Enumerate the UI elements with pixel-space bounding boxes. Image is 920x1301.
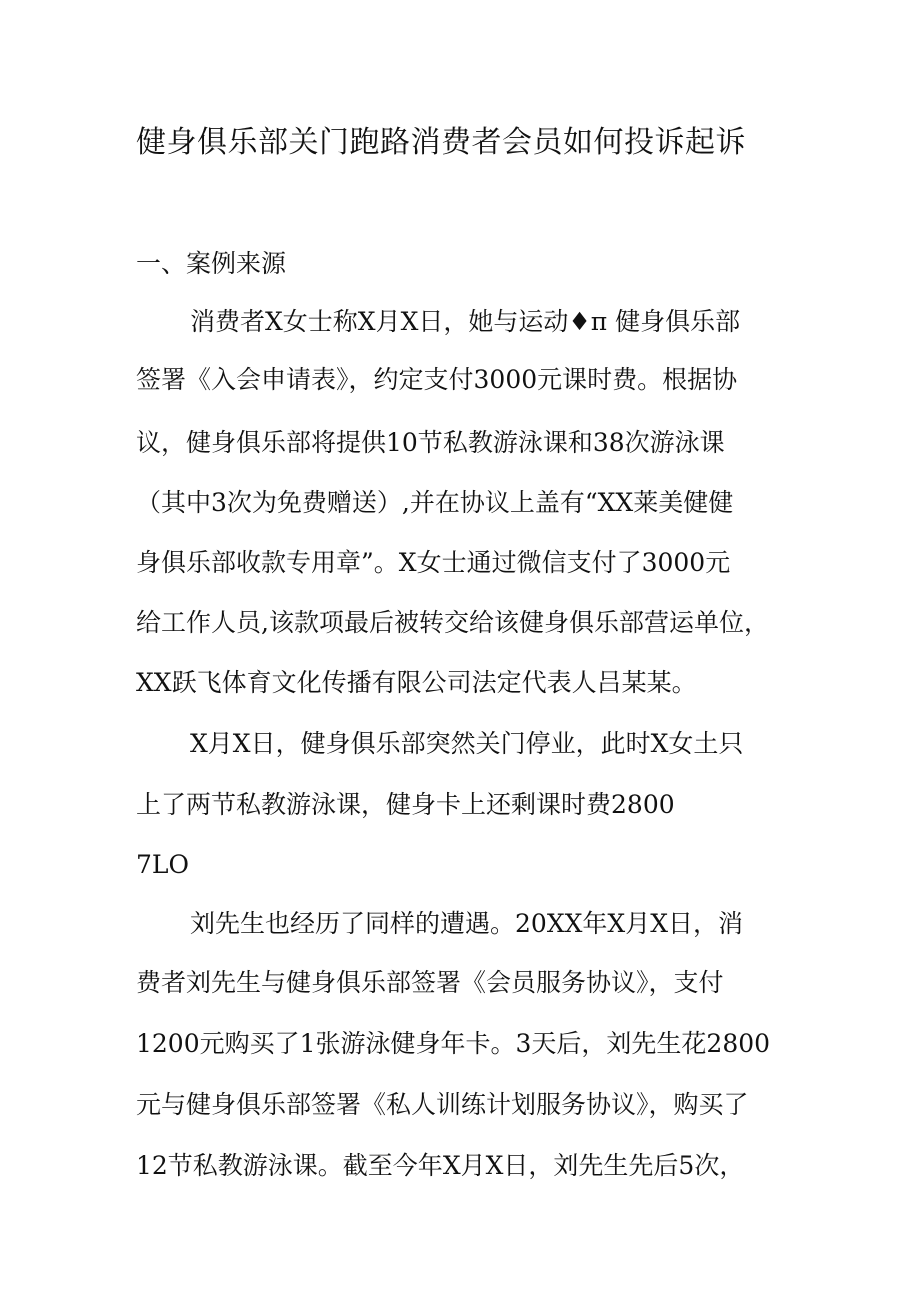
paragraph-line: （其中3次为免费赠送）,并在协议上盖有“XX莱美健健 [136,488,734,517]
paragraph-line: X月X日，健身俱乐部突然关门停业，此时X女土只 [190,729,744,758]
paragraph-line: 费者刘先生与健身俱乐部签署《会员服务协议》，支付 [136,968,724,997]
paragraph-line: 刘先生也经历了同样的遭遇。20XX年X月X日，消 [190,909,744,938]
paragraph-line: 消费者X女士称X月X日，她与运动♦π 健身俱乐部 [190,307,741,336]
section-heading: 一、案例来源 [136,249,287,278]
paragraph-line: 元与健身俱乐部签署《私人训练计划服务协议》，购买了 [136,1090,749,1119]
paragraph-line: 给工作人员,该款项最后被转交给该健身俱乐部营运单位， [136,608,769,637]
paragraph-line: 12节私教游泳课。截至今年X月X日，刘先生先后5次， [136,1151,745,1180]
paragraph-line: 上了两节私教游泳课，健身卡上还剩课时费2800 [136,790,675,819]
document-title: 健身俱乐部关门跑路消费者会员如何投诉起诉 [136,125,746,160]
paragraph-line: 1200元购买了1张游泳健身年卡。3天后，刘先生花2800 [136,1029,771,1058]
paragraph-line: 签署《入会申请表》，约定支付3000元课时费。根据协 [136,365,738,394]
paragraph-line: 7LO [136,850,190,879]
paragraph-line: XX跃飞体育文化传播有限公司法定代表人吕某某。 [136,668,697,697]
paragraph-line: 身俱乐部收款专用章”。X女士通过微信支付了3000元 [136,548,731,577]
paragraph-line: 议，健身俱乐部将提供10节私教游泳课和38次游泳课 [136,428,725,457]
